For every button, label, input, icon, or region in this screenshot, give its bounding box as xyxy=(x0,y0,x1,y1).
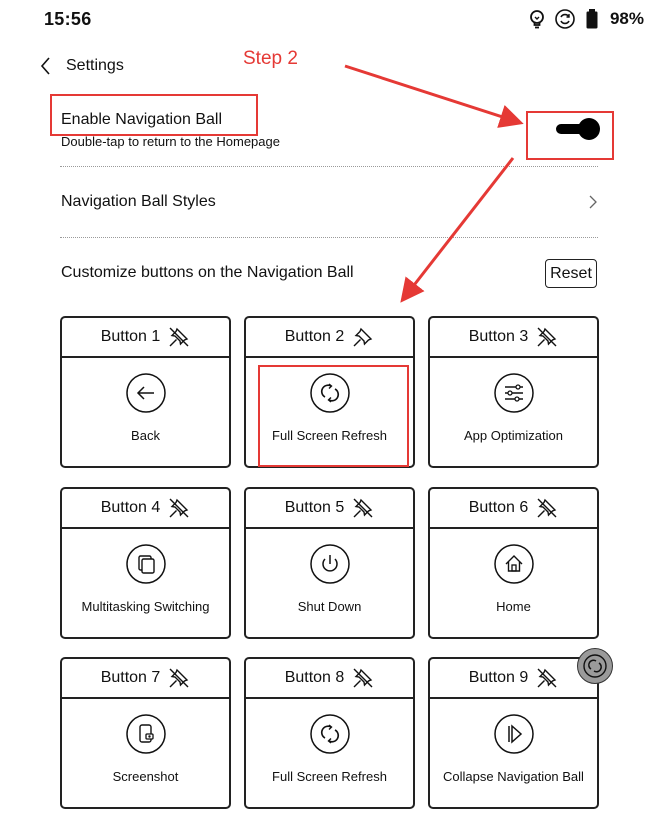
card-header xyxy=(430,318,597,358)
toggle-knob xyxy=(578,118,600,140)
card-function-label: Collapse Navigation Ball xyxy=(443,769,584,784)
status-icons xyxy=(526,8,644,30)
card-header xyxy=(430,659,597,699)
card-title: Button 6 xyxy=(468,499,529,516)
power-icon xyxy=(309,543,351,585)
card-function-label: Full Screen Refresh xyxy=(272,428,387,443)
pin-icon[interactable] xyxy=(352,667,374,689)
card-title: Button 5 xyxy=(284,499,345,516)
card-header xyxy=(430,489,597,529)
card-function-label: Back xyxy=(131,428,160,443)
pin-icon[interactable] xyxy=(536,497,558,519)
card-header xyxy=(246,318,413,358)
enable-nav-ball-title: Enable Navigation Ball xyxy=(61,111,222,128)
multitask-icon xyxy=(125,543,167,585)
card-title: Button 2 xyxy=(284,328,345,345)
card-function-label: App Optimization xyxy=(464,428,563,443)
home-icon xyxy=(493,543,535,585)
floating-navigation-ball[interactable] xyxy=(577,648,613,684)
card-title: Button 1 xyxy=(100,328,161,345)
card-title: Button 3 xyxy=(468,328,529,345)
refresh-icon xyxy=(582,653,608,679)
sliders-icon xyxy=(493,372,535,414)
card-function-label: Full Screen Refresh xyxy=(272,769,387,784)
battery-percent: 98% xyxy=(609,9,644,28)
button-card-2[interactable] xyxy=(244,316,415,468)
card-function-label: Multitasking Switching xyxy=(81,599,210,614)
step-label: Step 2 xyxy=(243,48,298,69)
card-header xyxy=(62,659,229,699)
pin-icon[interactable] xyxy=(352,326,374,348)
card-function-label: Screenshot xyxy=(112,769,179,784)
card-header xyxy=(246,659,413,699)
pin-icon[interactable] xyxy=(168,667,190,689)
chevron-left-icon[interactable] xyxy=(38,56,54,76)
customize-title: Customize buttons on the Navigation Ball xyxy=(61,264,354,281)
divider xyxy=(60,237,598,238)
button-card-3[interactable] xyxy=(428,316,599,468)
pin-icon[interactable] xyxy=(168,326,190,348)
status-bar xyxy=(0,0,670,38)
button-card-7[interactable] xyxy=(60,657,231,809)
pin-icon[interactable] xyxy=(536,326,558,348)
card-title: Button 4 xyxy=(100,499,161,516)
button-card-1[interactable] xyxy=(60,316,231,468)
enable-nav-ball-toggle[interactable] xyxy=(556,118,600,140)
button-card-5[interactable] xyxy=(244,487,415,639)
back-arrow-icon xyxy=(125,372,167,414)
status-time: 15:56 xyxy=(44,9,92,29)
pin-icon[interactable] xyxy=(536,667,558,689)
page-header xyxy=(38,52,124,80)
button-card-4[interactable] xyxy=(60,487,231,639)
collapse-icon xyxy=(493,713,535,755)
card-title: Button 7 xyxy=(100,669,161,686)
button-card-9[interactable] xyxy=(428,657,599,809)
card-header xyxy=(246,489,413,529)
refresh-icon xyxy=(309,372,351,414)
divider xyxy=(60,166,598,167)
lightbulb-icon xyxy=(526,8,548,30)
pin-icon[interactable] xyxy=(352,497,374,519)
refresh-mode-icon xyxy=(554,8,576,30)
card-title: Button 8 xyxy=(284,669,345,686)
pin-icon[interactable] xyxy=(168,497,190,519)
card-function-label: Home xyxy=(496,599,531,614)
page-title: Settings xyxy=(66,57,124,74)
enable-nav-ball-subtitle: Double-tap to return to the Homepage xyxy=(61,134,280,149)
chevron-right-icon[interactable] xyxy=(588,194,598,210)
battery-icon xyxy=(582,8,604,30)
screenshot-icon xyxy=(125,713,167,755)
card-title: Button 9 xyxy=(468,669,529,686)
card-header xyxy=(62,318,229,358)
refresh-icon xyxy=(309,713,351,755)
button-card-8[interactable] xyxy=(244,657,415,809)
card-header xyxy=(62,489,229,529)
card-function-label: Shut Down xyxy=(297,599,362,614)
reset-button[interactable]: Reset xyxy=(545,259,597,288)
button-card-6[interactable] xyxy=(428,487,599,639)
nav-ball-styles-item[interactable]: Navigation Ball Styles xyxy=(61,193,216,210)
